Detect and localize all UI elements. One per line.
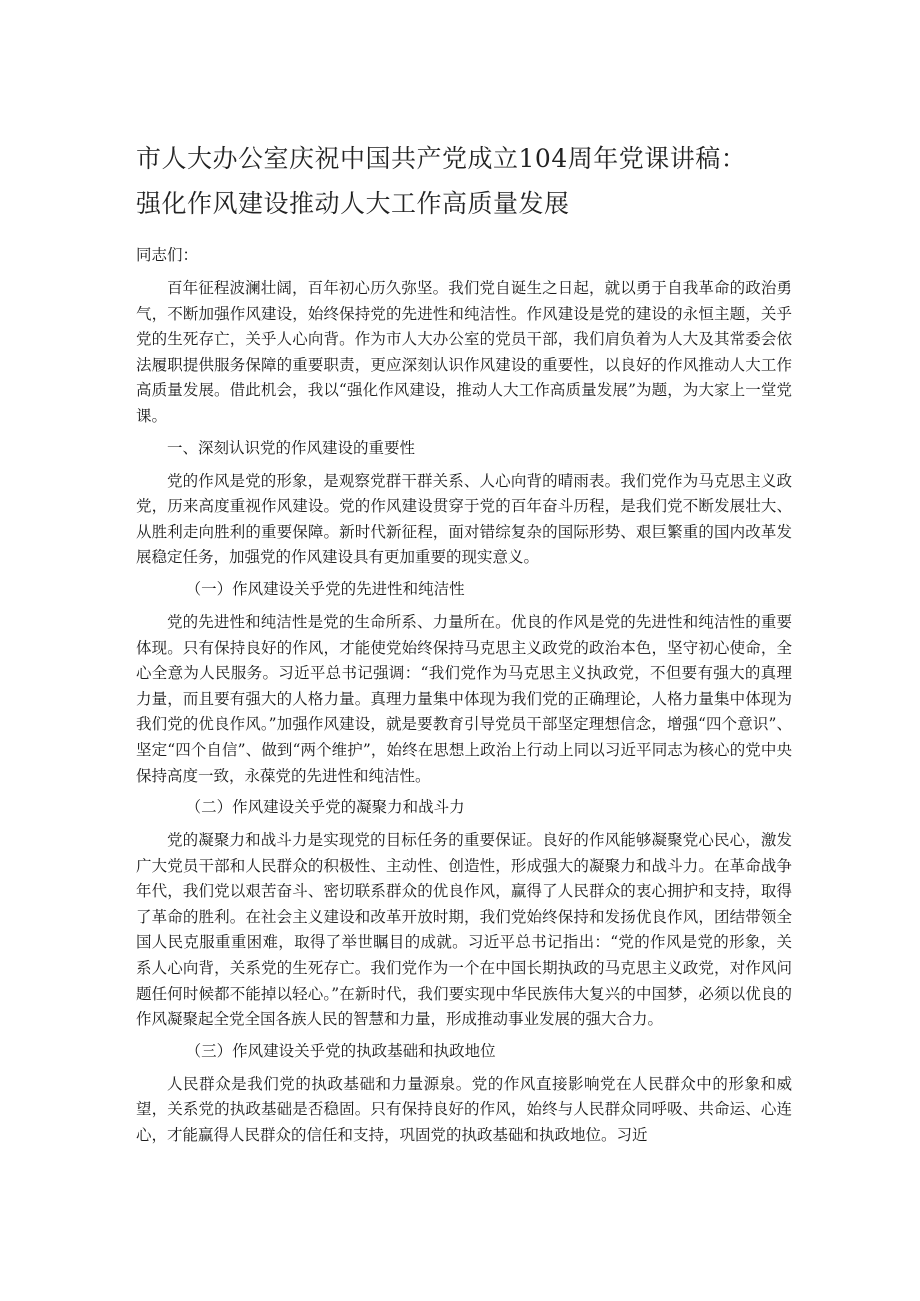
subsection-2-paragraph: 党的凝聚力和战斗力是实现党的目标任务的重要保证。良好的作风能够凝聚党心民心，激发广大党员干部和人民群众的积极性、主动性、创造性，形成强大的凝聚力和战斗力。在革命战争年代，我们党以艰苦奋斗、密切联系群众的优良作风，赢得了人民群众的衷心拥护和支持，取得了革命的胜利。在社会主义建设和改革开放时期，我们党始终保持和发扬优良作风，团结带领全国人民克服重重困难，取得了举世瞩目的成就。习近平总书记指出：“党的作风是党的形象，关系人心向背，关系党的生死存亡。我们党作为一个在中国长期执政的马克思主义政党，对作风问题任何时候都不能掉以轻心。”在新时代，我们要实现中华民族伟大复兴的中国梦，必须以优良的作风凝聚起全党全国各族人民的智慧和力量，形成推动事业发展的强大合力。 bbox=[136, 831, 792, 1029]
subsection-2-heading: （二）作风建设关乎党的凝聚力和战斗力 bbox=[185, 798, 465, 817]
document-page bbox=[136, 136, 792, 1155]
subsection-3-paragraph: 人民群众是我们党的执政基础和力量源泉。党的作风直接影响党在人民群众中的形象和威望，关系党的执政基础是否稳固。只有保持良好的作风，始终与人民群众同呼吸、共命运、心连心，才能赢得人民群众的信任和支持，巩固党的执政基础和执政地位。习近 bbox=[136, 1074, 792, 1145]
document-title bbox=[136, 136, 792, 226]
intro-paragraph: 百年征程波澜壮阔，百年初心历久弥坚。我们党自诞生之日起，就以勇于自我革命的政治勇气，不断加强作风建设，始终保持党的先进性和纯洁性。作风建设是党的建设的永恒主题，关乎党的生死存亡，关乎人心向背。作为市人大办公室的党员干部，我们肩负着为人大及其常委会依法履职提供服务保障的重要职责，更应深刻认识作风建设的重要性，以良好的作风推动人大工作高质量发展。借此机会，我以“强化作风建设，推动人大工作高质量发展”为题，为大家上一堂党课。 bbox=[136, 279, 792, 425]
section-1-heading: 一、深刻认识党的作风建设的重要性 bbox=[167, 438, 416, 457]
subsection-1-heading: （一）作风建设关乎党的先进性和纯洁性 bbox=[185, 579, 465, 598]
title-line-2: 强化作风建设推动人大工作高质量发展 bbox=[136, 189, 570, 218]
subsection-1-paragraph: 党的先进性和纯洁性是党的生命所系、力量所在。优良的作风是党的先进性和纯洁性的重要体现。只有保持良好的作风，才能使党始终保持马克思主义政党的政治本色，坚守初心使命，全心全意为人民服务。习近平总书记强调：“我们党作为马克思主义执政党，不但要有强大的真理力量，而且要有强大的人格力量。真理力量集中体现为我们党的正确理论，人格力量集中体现为我们党的优良作风。”加强作风建设，就是要教育引导党员干部坚定理想信念，增强“四个意识”、坚定“四个自信”、做到“两个维护”，始终在思想上政治上行动上同以习近平同志为核心的党中央保持高度一致，永葆党的先进性和纯洁性。 bbox=[136, 612, 792, 785]
subsection-3-heading: （三）作风建设关乎党的执政基础和执政地位 bbox=[185, 1041, 496, 1060]
title-line-1: 市人大办公室庆祝中国共产党成立104周年党课讲稿： bbox=[136, 144, 747, 173]
greeting: 同志们： bbox=[136, 246, 199, 264]
section-1-paragraph: 党的作风是党的形象，是观察党群干群关系、人心向背的晴雨表。我们党作为马克思主义政党，历来高度重视作风建设。党的作风建设贯穿于党的百年奋斗历程，是我们党不断发展壮大、从胜利走向胜利的重要保障。新时代新征程，面对错综复杂的国际形势、艰巨繁重的国内改革发展稳定任务，加强党的作风建设具有更加重要的现实意义。 bbox=[136, 471, 792, 567]
